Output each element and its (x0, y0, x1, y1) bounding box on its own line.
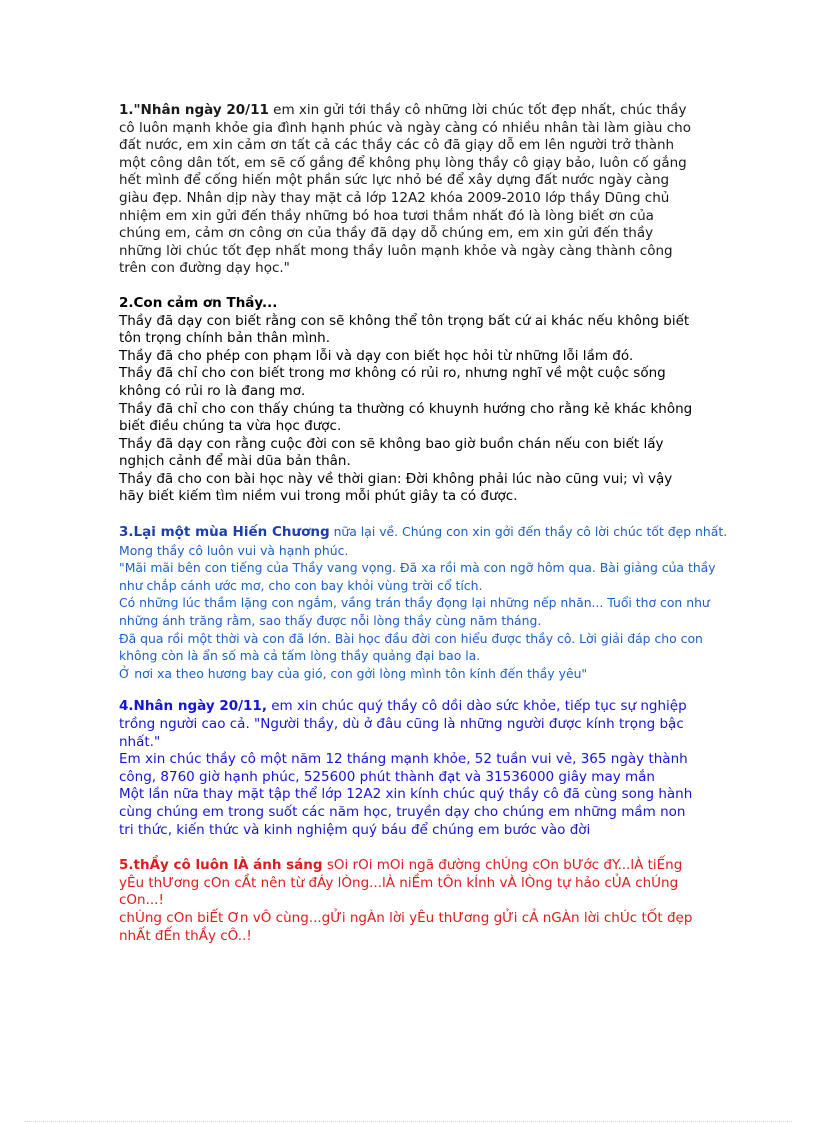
section-1-heading: 1."Nhân ngày 20/11 (119, 102, 269, 118)
section-2-heading: 2.Con cảm ơn Thầy... (119, 294, 278, 311)
section-5-line: chÚng cOn biẾt Ơn vÔ cùng...gỬi ngÀn lời yÊu thƯơng gỬi cẢ nGÀn lời chÚc tỐt đẹp (119, 909, 693, 926)
section-3-line: Đã qua rồi một thời và con đã lớn. Bài học đầu đời con hiểu được thầy cô. Lời giải đáp cho con (119, 630, 703, 646)
section-3-first-line (119, 523, 728, 542)
section-4-first-line (119, 698, 699, 716)
page-bottom-divider (24, 1121, 792, 1122)
section-2-line: tôn trọng chính bản thân mình. (119, 330, 331, 347)
section-2-line: Thầy đã cho con bài học này về thời gian: Đời không phải lúc nào cũng vui; vì vậy (119, 470, 673, 487)
section-1-line: trên con đường dạy học." (119, 260, 290, 277)
section-1-line: một công dân tốt, em sẽ cố gắng để không phụ lòng thầy cô giạy bảo, luôn cố gắng (119, 154, 687, 171)
section-3-heading: Lại một mùa Hiến Chương (133, 524, 330, 541)
section-2-line: không có rủi ro là đang mơ. (119, 382, 306, 399)
section-4-line: tri thức, kiến thức và kinh nghiệm quý báu để chúng em bước vào đời (119, 821, 591, 838)
section-1 (119, 102, 699, 278)
section-4-line: Em xin chúc thầy cô một năm 12 tháng mạnh khỏe, 52 tuần vui vẻ, 365 ngày thành (119, 751, 688, 768)
section-5-line: cOn...! (119, 892, 164, 909)
document-page (119, 102, 728, 945)
section-2-line: Thầy đã cho phép con phạm lỗi và dạy con biết học hỏi từ những lỗi lầm đó. (119, 347, 634, 364)
section-3-line: như chắp cánh ước mơ, cho con bay khỏi vùng trời cổ tích. (119, 577, 483, 593)
section-2-line: biết điều chúng ta vừa học được. (119, 418, 342, 435)
section-1-line: em xin gửi tới thầy cô những lời chúc tốt đẹp nhất, chúc thầy (268, 102, 687, 118)
section-4-line: công, 8760 giờ hạnh phúc, 525600 phút thành đạt và 31536000 giây may mắn (119, 768, 655, 785)
section-5-line: yÊu thƯơng cOn cẦt nên từ đÁy lÒng...lÀ niỀm tÔn kÍnh vÀ lÒng tự hảo cỦA chÚng (119, 874, 679, 891)
section-3-line: nữa lại về. Chúng con xin gởi đến thầy cô lời chúc tốt đẹp nhất. (329, 524, 728, 540)
section-5-first-line (119, 857, 699, 875)
section-1-line: cô luôn mạnh khỏe gia đình hạnh phúc và ngày càng có nhiều nhân tài làm giàu cho (119, 119, 691, 136)
section-3-number: 3. (119, 524, 134, 541)
section-3-line: Mong thầy cô luôn vui và hạnh phúc. (119, 542, 349, 558)
section-3-line: "Mãi mãi bên con tiếng của Thầy vang vọng. Đã xa rồi mà con ngỡ hôm qua. Bài giảng của thầy (119, 560, 716, 576)
section-4-line: em xin chúc quý thầy cô dồi dào sức khỏe, tiếp tục sự nghiệp (266, 698, 687, 715)
section-1-line: những lời chúc tốt đẹp nhất mong thầy luôn mạnh khỏe và ngày càng thành công (119, 242, 673, 259)
section-5 (119, 857, 699, 945)
section-3-line: những ánh trăng rằm, sao thấy được nỗi lòng thầy cùng năm tháng. (119, 613, 542, 629)
section-1-line: hết mình để cống hiến một phần sức lực nhỏ bé để xây dựng đất nước ngày càng (119, 172, 670, 189)
section-1-line: đất nước, em xin cảm ơn tất cả các thầy các cô đã giạy dỗ em lên người trở thành (119, 137, 675, 154)
section-2-line: Thầy đã chỉ cho con biết trong mơ không có rủi ro, nhưng nghĩ về một cuộc sống (119, 365, 666, 382)
section-4-line: trồng người cao cả. "Người thầy, dù ở đâu cũng là những người được kính trọng bậc (119, 716, 684, 732)
section-5-line: nhẤt đẾn thẦy cÔ..! (119, 927, 252, 944)
section-4-heading: 4.Nhân ngày 20/11, (119, 698, 267, 715)
section-4-line: Một lần nữa thay mặt tập thể lớp 12A2 xin kính chúc quý thầy cô đã cùng song hành (119, 786, 693, 803)
section-2-line: Thầy đã dạy con biết rằng con sẽ không thể tôn trọng bất cứ ai khác nếu không biết (119, 312, 690, 329)
section-2-line: Thầy đã chỉ cho con thấy chúng ta thường có khuynh hướng cho rằng kẻ khác không (119, 400, 693, 417)
section-2 (119, 295, 699, 506)
section-3-line: Ở nơi xa theo hương bay của gió, con gởi lòng mình tôn kính đến thầy yêu" (119, 665, 588, 681)
section-3 (119, 523, 728, 682)
section-1-line: nhiệm em xin gửi đến thầy những bó hoa tươi thắm nhất đó là lòng biết ơn của (119, 207, 654, 224)
section-3-line: không còn là ẩn số mà cả tấm lòng thầy quảng đại bao la. (119, 648, 481, 664)
section-4 (119, 698, 699, 839)
section-1-first-line (119, 102, 699, 120)
section-4-line: cùng chúng em trong suốt các năm học, truyền dạy cho chúng em những mầm non (119, 803, 686, 820)
section-4-line: nhất." (119, 733, 161, 750)
section-1-line: chúng em, cảm ơn công ơn của thầy đã dạy dỗ chúng em, em xin gửi đến thầy (119, 225, 654, 242)
section-3-line: Có những lúc thầm lặng con ngắm, vầng trán thầy đọng lại những nếp nhăn... Tuổi thơ con như (119, 595, 710, 611)
section-2-line: nghịch cảnh để mài dũa bản thân. (119, 453, 351, 470)
section-5-line: sOi rOi mOi ngã đường chÚng cOn bƯớc đY...lÀ tiẾng (322, 857, 683, 874)
section-2-line: Thầy đã dạy con rằng cuộc đời con sẽ không bao giờ buồn chán nếu con biết lấy (119, 435, 664, 452)
section-2-line: hãy biết kiếm tìm niềm vui trong mỗi phút giây ta có được. (119, 488, 518, 505)
section-1-line: giàu đẹp. Nhân dịp này thay mặt cả lớp 12A2 khóa 2009-2010 lớp thầy Dũng chủ (119, 189, 670, 206)
section-5-heading: 5.thẦy cô luôn lÀ ánh sáng (119, 857, 323, 874)
